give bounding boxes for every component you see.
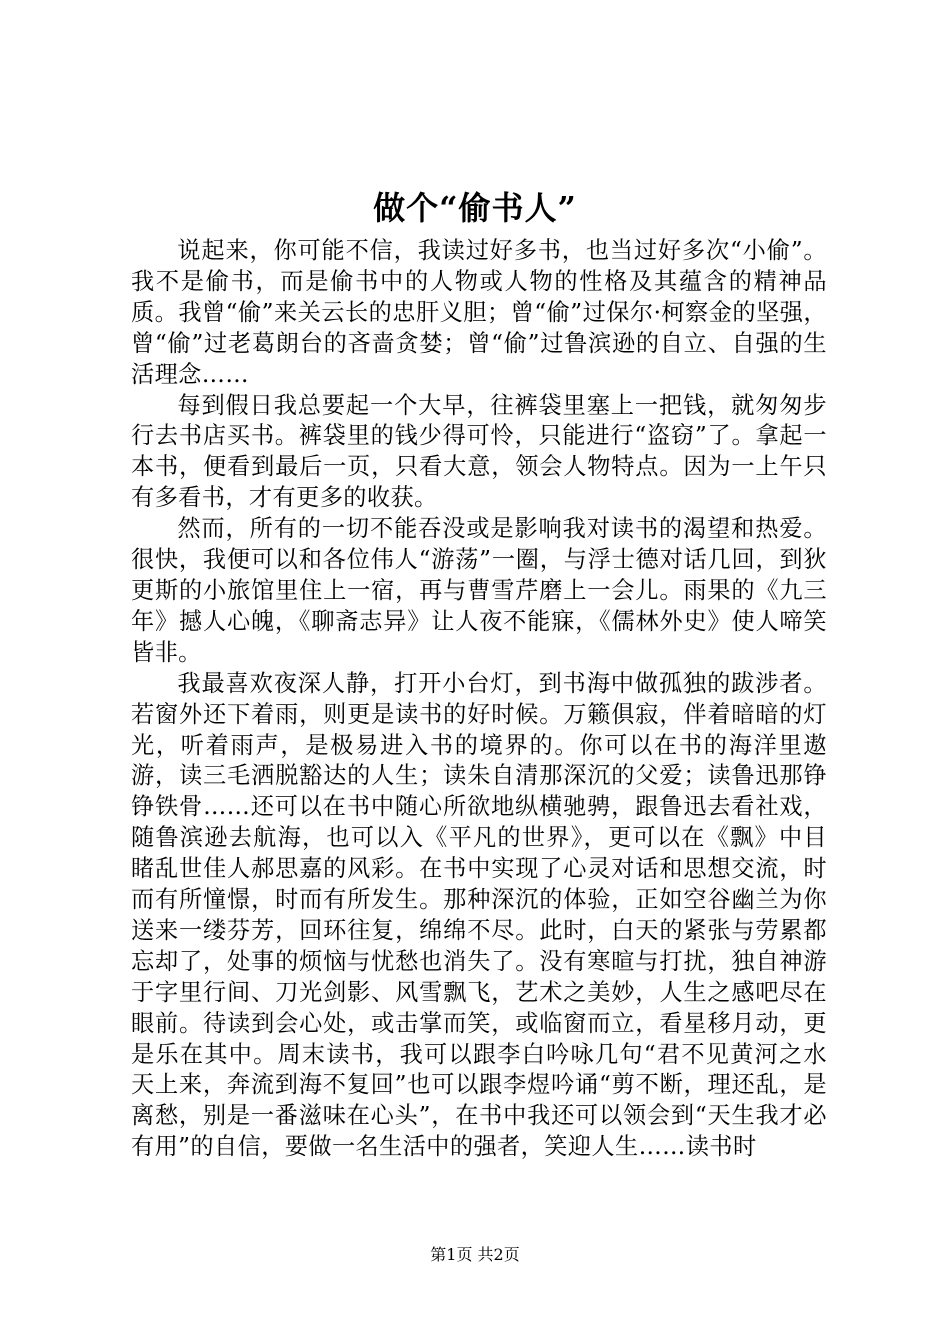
document-title: 做个“偷书人” (373, 189, 577, 227)
paragraph-4: 我最喜欢夜深人静，打开小台灯，到书海中做孤独的跋涉者。若窗外还下着雨，则更是读书的好时候。万籁俱寂，伴着暗暗的灯光，听着雨声，是极易进入书的境界的。你可以在书的海洋里遨游，读三毛洒脱豁达的人生；读朱自清那深沉的父爱；读鲁迅那铮铮铁骨……还可以在书中随心所欲地纵横驰骋，跟鲁迅去看社戏，随鲁滨逊去航海，也可以入《平凡的世界》，更可以在《飘》中目睹乱世佳人郝思嘉的风彩。在书中实现了心灵对话和思想交流，时而有所憧憬，时而有所发生。那种深沉的体验，正如空谷幽兰为你送来一缕芬芳，回环往复，绵绵不尽。此时，白天的紧张与劳累都忘却了，处事的烦恼与忧愁也消失了。没有寒暄与打扰，独自神游于字里行间、刀光剑影、风雪飘飞，艺术之美妙，人生之感吧尽在眼前。待读到会心处，或击掌而笑，或临窗而立，看星移月动，更是乐在其中。周末读书，我可以跟李白吟咏几句“君不见黄河之水天上来，奔流到海不复回”也可以跟李煜吟诵“剪不断，理还乱，是离愁，别是一番滋味在心头”，在书中我还可以领会到“天生我才必有用”的自信，要做一名生活中的强者，笑迎人生……读书时 (131, 669, 827, 1161)
paragraph-1: 说起来，你可能不信，我读过好多书，也当过好多次“小偷”。我不是偷书，而是偷书中的人物或人物的性格及其蕴含的精神品质。我曾“偷”来关云长的忠肝义胆；曾“偷”过保尔·柯察金的坚强，曾“偷”过老葛朗台的吝啬贪婪；曾“偷”过鲁滨逊的自立、自强的生活理念…… (131, 237, 827, 388)
document-body (131, 236, 827, 1163)
paragraph-2: 每到假日我总要起一个大早，往裤袋里塞上一把钱，就匆匆步行去书店买书。裤袋里的钱少得可怜，只能进行“盗窃”了。拿起一本书，便看到最后一页，只看大意，领会人物特点。因为一上午只有多看书，才有更多的收获。 (131, 391, 827, 512)
page-footer: 第1页 共2页 (430, 1245, 520, 1264)
paragraph-3: 然而，所有的一切不能吞没或是影响我对读书的渴望和热爱。很快，我便可以和各位伟人“游荡”一圈，与浮士德对话几回，到狄更斯的小旅馆里住上一宿，再与曹雪芹磨上一会儿。雨果的《九三年》撼人心魄，《聊斋志异》让人夜不能寐，《儒林外史》使人啼笑皆非。 (131, 515, 827, 666)
